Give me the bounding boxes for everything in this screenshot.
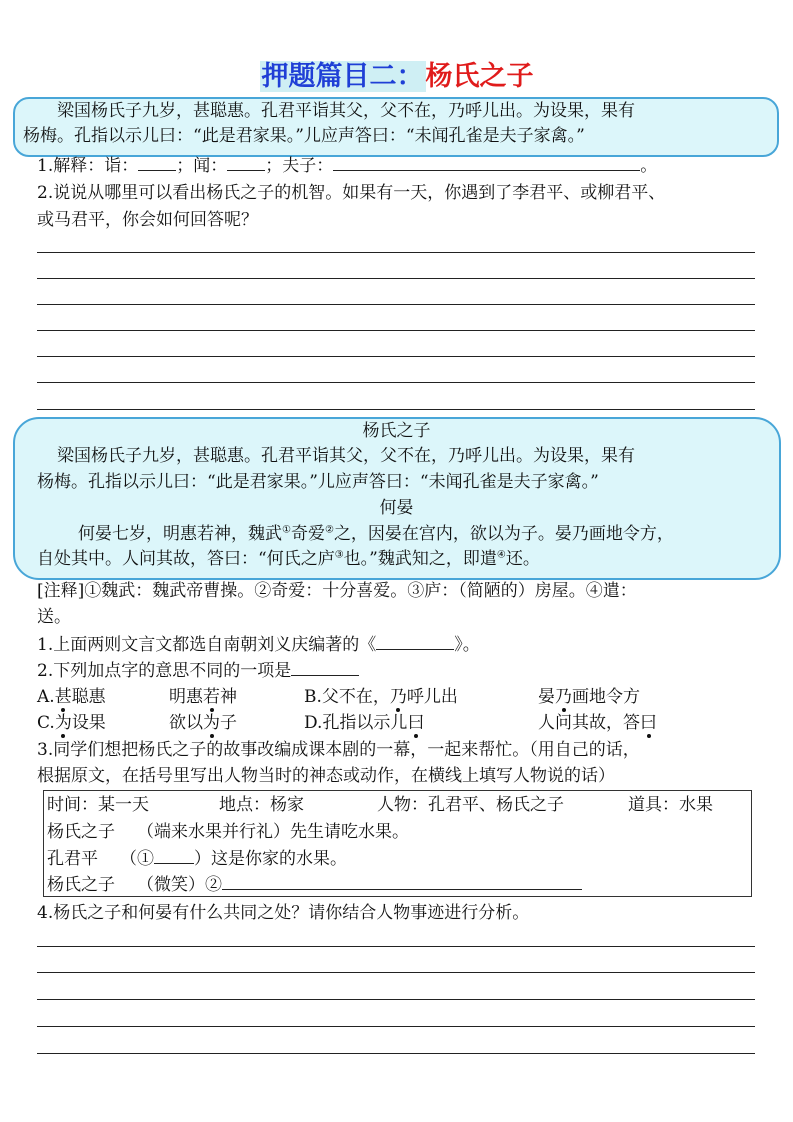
- s2-q1-prefix: 1.上面两则文言文都选自南朝刘义庆编著的《: [37, 635, 377, 655]
- s2-question-2: [37, 657, 359, 684]
- dotted-char: 曰: [407, 713, 425, 733]
- dotted-char: 甚: [54, 687, 72, 707]
- option-b2-post: 画地令方: [572, 687, 640, 707]
- passage2-line4-b: 也。”魏武知之，即遣: [343, 549, 497, 569]
- s2-question-4: 4.杨氏之子和何晏有什么共同之处？请你结合人物事迹进行分析。: [37, 903, 530, 923]
- passage2-line4-c: 还。: [505, 549, 540, 569]
- passage1-line2: 杨梅。孔指以示儿曰：“此是君家果。”儿应声答曰：“未闻孔雀是夫子家禽。”: [23, 126, 585, 146]
- dotted-char: 若: [203, 687, 220, 707]
- notes-line2: 送。: [37, 607, 71, 627]
- page-title: [0, 58, 793, 96]
- option-a1-post: 聪惠: [71, 687, 106, 707]
- option-c-2: [169, 710, 237, 736]
- option-d-label: D.: [304, 713, 323, 733]
- s2-q1-suffix: 》。: [454, 635, 480, 655]
- answer-blank-choice[interactable]: [291, 657, 359, 676]
- option-b1-pre: 父不在，: [321, 687, 390, 707]
- title-prefix: 押题篇目二：: [261, 61, 424, 92]
- dotted-char: 乃: [555, 687, 572, 707]
- answer-line[interactable]: [37, 409, 755, 410]
- s1-q1-sep1: ；闻：: [176, 156, 228, 176]
- s2-q2-text: 2.下列加点字的意思不同的一项是: [37, 661, 292, 681]
- footnote-mark-3: ③: [334, 549, 344, 561]
- footnote-mark-4: ④: [496, 549, 506, 561]
- answer-blank-book[interactable]: [376, 631, 454, 650]
- footnote-mark-2: ②: [324, 524, 334, 536]
- option-d2-pre: 人问其故，答: [538, 713, 640, 733]
- s1-q1-label: 1.解释：诣：: [37, 156, 139, 176]
- answer-line[interactable]: [37, 304, 755, 305]
- option-a2-pre: 明惠: [169, 687, 203, 707]
- option-a-2: [169, 684, 237, 710]
- play-row-3: [47, 871, 582, 898]
- passage2-line4-a: 自处其中。人问其故，答曰：“何氏之庐: [37, 549, 335, 569]
- option-c2-post: 子: [220, 713, 237, 733]
- answer-blank-speech[interactable]: [222, 871, 582, 890]
- dotted-char: 为: [203, 713, 220, 733]
- play-row2-open: （①: [120, 849, 154, 869]
- option-b2-pre: 晏: [538, 687, 555, 707]
- passage2-line3-b: 奇爱: [290, 524, 325, 544]
- answer-line[interactable]: [37, 356, 755, 357]
- passage2-line3: [78, 521, 674, 547]
- play-row3-text: （微笑）②: [137, 875, 222, 895]
- play-place: 地点：杨家: [219, 795, 304, 815]
- answer-line[interactable]: [37, 972, 755, 973]
- option-a-1: [37, 684, 106, 710]
- s1-question-2-line2: 或马君平，你会如何回答呢？: [37, 210, 258, 230]
- play-row1-text: （端来水果并行礼）先生请吃水果。: [137, 822, 409, 842]
- answer-line[interactable]: [37, 252, 755, 253]
- option-c-label: C.: [37, 713, 55, 733]
- play-time: 时间：某一天: [47, 795, 149, 815]
- s1-q1-sep2: ；夫子：: [265, 156, 334, 176]
- answer-line[interactable]: [37, 278, 755, 279]
- footnote-mark-1: ①: [282, 524, 291, 536]
- answer-blank-yi[interactable]: [138, 152, 176, 171]
- answer-blank-action[interactable]: [154, 845, 194, 864]
- option-c1-post: 设果: [71, 713, 106, 733]
- passage2-line1: 梁国杨氏子九岁，甚聪惠。孔君平诣其父，父不在，乃呼儿出。为设果，果有: [57, 446, 635, 466]
- answer-line[interactable]: [37, 1053, 755, 1054]
- notes-line1: [注释]①魏武：魏武帝曹操。②奇爱：十分喜爱。③庐：（简陋的）房屋。④遣：: [37, 581, 637, 601]
- answer-line[interactable]: [37, 946, 755, 947]
- option-a-label: A.: [37, 687, 55, 707]
- dotted-char: 曰: [640, 713, 657, 733]
- play-row2-name: 孔君平: [47, 849, 98, 869]
- s2-question-1: [37, 631, 480, 658]
- answer-line[interactable]: [37, 1026, 755, 1027]
- option-c2-pre: 欲以: [169, 713, 203, 733]
- answer-blank-fuzi[interactable]: [333, 152, 640, 171]
- passage2-line3-c: 之，因晏在宫内，欲以为子。晏乃画地令方，: [333, 524, 674, 544]
- s1-question-2-line1: 2.说说从哪里可以看出杨氏之子的机智。如果有一天，你遇到了李君平、或柳君平、: [37, 183, 666, 203]
- passage2-line4: [37, 546, 540, 572]
- s2-question-3-line2: 根据原文，在括号里写出人物当时的神态或动作，在横线上填写人物说的话）: [37, 766, 615, 786]
- play-row-1: [47, 819, 409, 845]
- play-people: 人物：孔君平、杨氏之子: [377, 795, 564, 815]
- s1-q1-end: 。: [640, 156, 658, 176]
- passage2-line3-a: 何晏七岁，明惠若神，魏武: [78, 524, 282, 544]
- s1-question-1: [37, 152, 657, 179]
- dotted-char: 为: [54, 713, 72, 733]
- answer-line[interactable]: [37, 382, 755, 383]
- option-b-1: [304, 684, 458, 710]
- option-b-2: [538, 684, 640, 710]
- answer-blank-wen[interactable]: [227, 152, 265, 171]
- option-d-1: [304, 710, 424, 736]
- option-b-label: B.: [304, 687, 322, 707]
- option-a2-post: 神: [220, 687, 237, 707]
- passage1-line1: 梁国杨氏子九岁，甚聪惠。孔君平诣其父，父不在，乃呼儿出。为设果，果有: [57, 101, 635, 121]
- play-row-2: [47, 845, 347, 872]
- option-d1-pre: 孔指以示儿: [322, 713, 408, 733]
- passage2-title-2: 何晏: [379, 498, 414, 518]
- play-row2-close: ）这是你家的水果。: [194, 849, 347, 869]
- passage2-title-1: 杨氏之子: [362, 421, 431, 441]
- passage2-line2: 杨梅。孔指以示儿曰：“此是君家果。”儿应声答曰：“未闻孔雀是夫子家禽。”: [37, 472, 599, 492]
- answer-line[interactable]: [37, 999, 755, 1000]
- play-row3-name: 杨氏之子: [47, 875, 115, 895]
- option-d-2: [538, 710, 657, 736]
- answer-line[interactable]: [37, 330, 755, 331]
- dotted-char: 乃: [389, 687, 407, 707]
- s2-question-3-line1: 3.同学们想把杨氏之子的故事改编成课本剧的一幕，一起来帮忙。（用自己的话，: [37, 740, 640, 760]
- title-name: 杨氏之子: [425, 61, 534, 92]
- play-props: 道具：水果: [628, 795, 713, 815]
- option-b1-post: 呼儿出: [406, 687, 458, 707]
- option-c-1: [37, 710, 106, 736]
- play-row1-name: 杨氏之子: [47, 822, 115, 842]
